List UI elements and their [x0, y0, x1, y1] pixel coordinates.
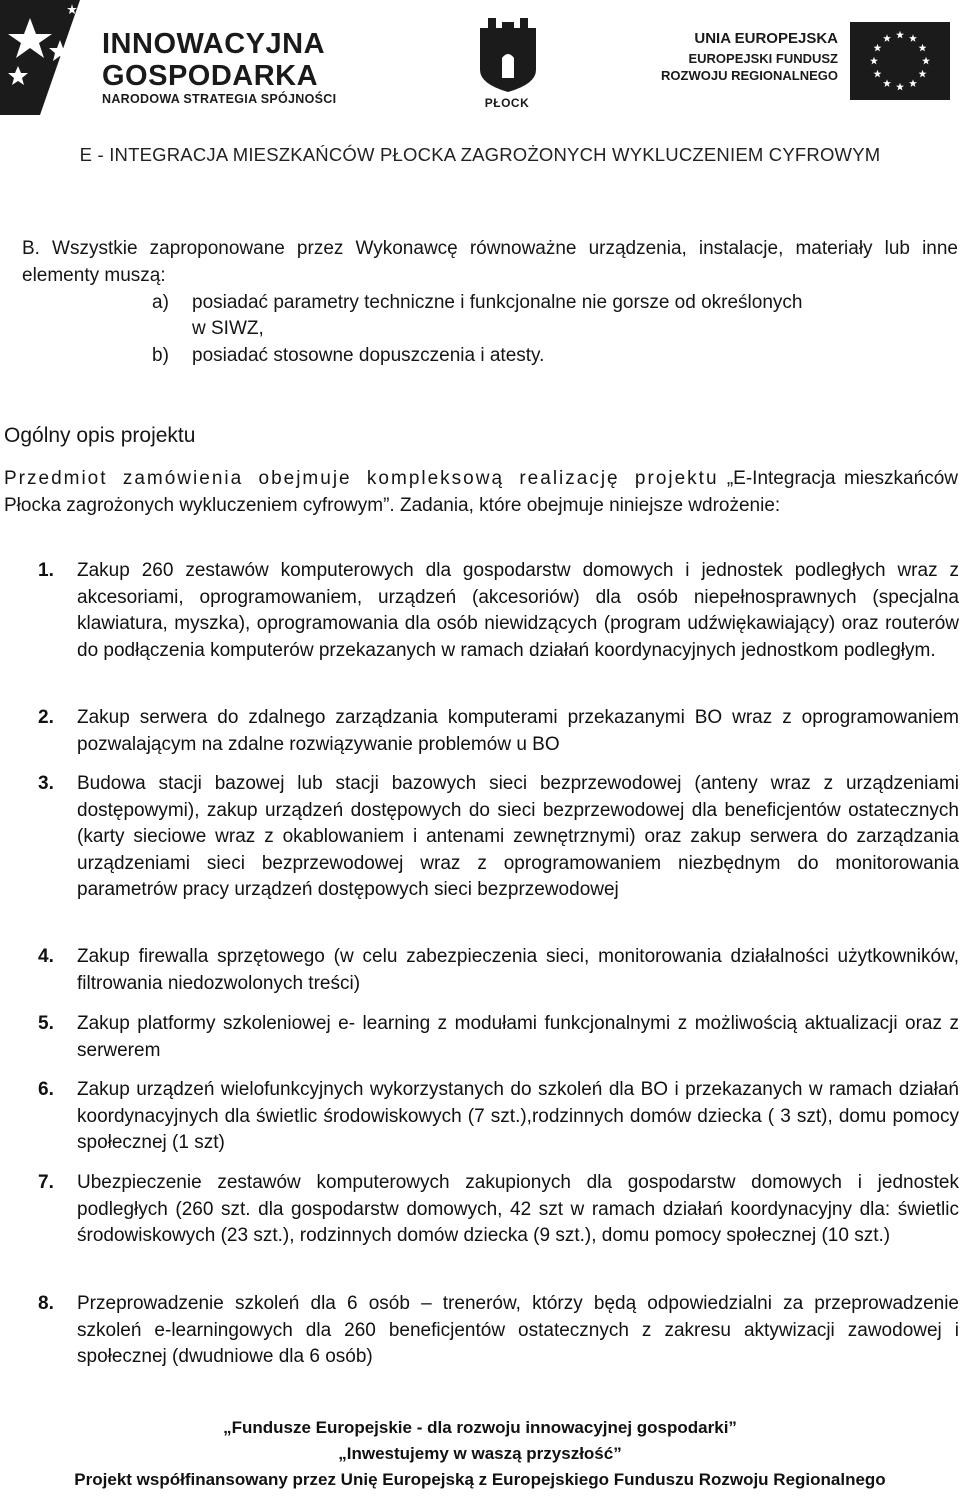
plock-name: PŁOCK — [484, 96, 530, 110]
section-b-item-b-label: b) — [152, 345, 169, 366]
list-item-text: Zakup platformy szkoleniowej e- learning z modułami funkcjonalnymi z możliwością aktualizacji oraz z serwerem — [77, 1013, 959, 1061]
list-item-number: 5. — [38, 1013, 54, 1034]
list-item-number: 6. — [38, 1079, 54, 1100]
innowacyjna-gospodarka-logo — [0, 0, 370, 115]
list-item-text: Ubezpieczenie zestawów komputerowych zakupionych dla gospodarstw domowych i jednostek podległych (260 szt. dla gospodarstw domowych, 42 szt w ramach działań koordynacyjny dla: świetlic środowiskowych (23 szt.), rodzinnych domów dziecka (9 szt.), domu pomocy społecznej (10 szt.) — [77, 1172, 959, 1246]
overview-intro-rest: „E-Integracja mieszkańców Płocka zagrożonych wykluczeniem cyfrowym”. Zadania, które obejmuje niniejsze wdrożenie: — [4, 468, 958, 516]
eu-flag-icon — [850, 22, 950, 100]
castle-crest-icon — [480, 18, 536, 92]
document-title: E - INTEGRACJA MIESZKAŃCÓW PŁOCKA ZAGROŻONYCH WYKLUCZENIEM CYFROWYM — [79, 144, 881, 165]
footer-slogan-1: „Fundusze Europejskie - dla rozwoju innowacyjnej gospodarki” — [223, 1418, 737, 1437]
eu-logo — [661, 22, 950, 102]
list-item-number: 2. — [38, 707, 54, 728]
eu-logo-line-2: EUROPEJSKI FUNDUSZ — [688, 51, 838, 66]
list-item-number: 4. — [38, 946, 54, 967]
overview-intro — [4, 466, 958, 519]
list-item-number: 3. — [38, 773, 54, 794]
footer-cofinancing-note: Projekt współfinansowany przez Unię Europejską z Europejskiego Funduszu Rozwoju Regionalnego — [74, 1470, 886, 1489]
list-item-text: Zakup urządzeń wielofunkcyjnych wykorzystanych do szkoleń dla BO i przekazanych w ramach działań koordynacyjnych dla świetlic środowiskowych (7 szt.),rodzinnych domów dziecka ( 3 szt), domu pomocy społecznej (1 szt) — [77, 1079, 959, 1153]
section-b-text: B. Wszystkie zaproponowane przez Wykonawcę równoważne urządzenia, instalacje, materiały lub inne elementy muszą: — [22, 238, 958, 286]
eu-logo-line-1: UNIA EUROPEJSKA — [694, 30, 838, 47]
section-b-item-a-line2: w SIWZ, — [192, 318, 264, 339]
list-item-text: Budowa stacji bazowej lub stacji bazowych sieci bezprzewodowej (anteny wraz z urządzeniami dostępowymi), zakup urządzeń dostępowych do sieci bezprzewodowej dla beneficjentów ostatecznych (karty sieciowe wraz z okablowaniem i antenami zewnętrznymi) oraz zakup serwera do zarządzania urządzeniami sieci bezprzewodowej wraz z oprogramowaniem niezbędnym do monitorowania parametrów pracy urządzeń dostępowych sieci bezprzewodowej — [77, 773, 959, 900]
star-burst-icon — [0, 0, 92, 115]
section-b-item-b-line1: posiadać stosowne dopuszczenia i atesty. — [192, 345, 545, 366]
section-b-item-a-label: a) — [152, 292, 169, 313]
plock-logo — [472, 18, 552, 108]
list-item-text: Zakup firewalla sprzętowego (w celu zabezpieczenia sieci, monitorowania działalności użytkowników, filtrowania niedozwolonych treści) — [77, 946, 959, 994]
list-item-text: Przeprowadzenie szkoleń dla 6 osób – trenerów, którzy będą odpowiedzialni za przeprowadzenie szkoleń e-learningowych dla 260 beneficjentów ostatecznych z zakresu aktywizacji zawodowej i społecznej (dwudniowe dla 6 osób) — [77, 1293, 959, 1367]
list-item-number: 7. — [38, 1172, 54, 1193]
logo-line-3: NARODOWA STRATEGIA SPÓJNOŚCI — [102, 92, 337, 106]
list-item-number: 1. — [38, 560, 54, 581]
footer-slogan-2: „Inwestujemy w waszą przyszłość” — [338, 1444, 622, 1463]
eu-logo-line-3: ROZWOJU REGIONALNEGO — [661, 68, 838, 83]
list-item-text: Zakup serwera do zdalnego zarządzania komputerami przekazanymi BO wraz z oprogramowaniem pozwalającym na zdalne rozwiązywanie problemów u BO — [77, 707, 959, 755]
list-item-text: Zakup 260 zestawów komputerowych dla gospodarstw domowych i jednostek podległych wraz z akcesoriami, oprogramowaniem, urządzeń (akcesoriów) dla osób niepełnosprawnych (specjalna klawiatura, myszka), oprogramowania dla osób niewidzących (program udźwiękawiający) oraz routerów do podłączenia komputerów przekazanych w ramach działań koordynacyjnych jednostkom podległym. — [77, 560, 959, 661]
list-item-number: 8. — [38, 1293, 54, 1314]
logo-line-1: INNOWACYJNA — [102, 28, 326, 60]
logo-line-2: GOSPODARKA — [102, 60, 319, 92]
section-b-item-a-line1: posiadać parametry techniczne i funkcjonalne nie gorsze od określonych — [192, 292, 803, 313]
overview-intro-spaced: Przedmiot zamówienia obejmuje kompleksową realizację projektu — [4, 468, 719, 489]
section-title: Ogólny opis projektu — [4, 424, 196, 447]
